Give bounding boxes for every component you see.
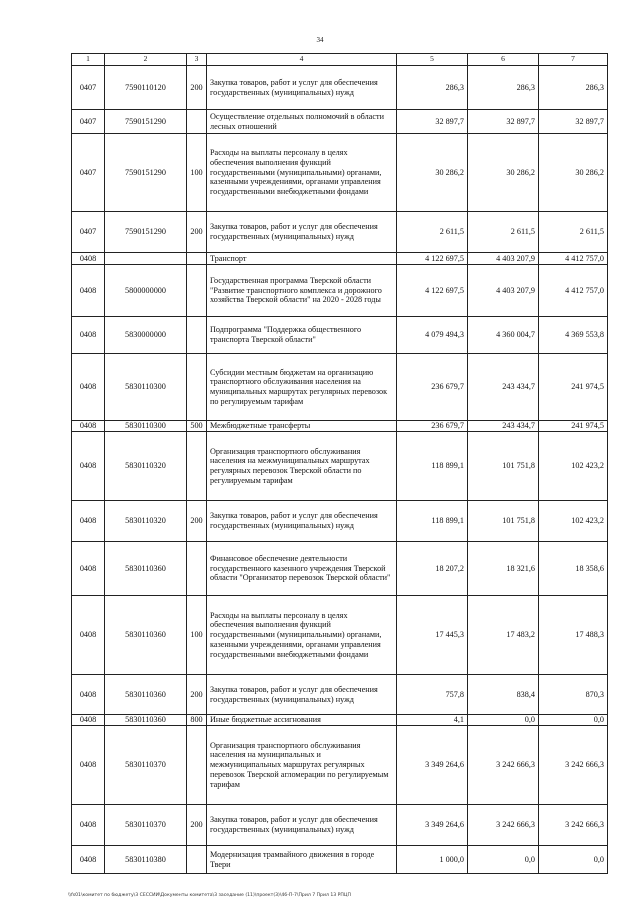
item-name-cell: Государственная программа Тверской области "Развитие транспортного комплекса и дорожного хозяйства Тверской области" на 2020 - 2028 годы <box>207 265 397 317</box>
section-code-cell: 0408 <box>72 317 105 354</box>
column-header: 7 <box>539 54 608 66</box>
section-code-cell: 0408 <box>72 501 105 542</box>
amount-year1-cell: 236 679,7 <box>397 354 468 421</box>
amount-year2-cell: 4 403 207,9 <box>468 265 539 317</box>
section-code-cell: 0407 <box>72 110 105 134</box>
amount-year3-cell: 102 423,2 <box>539 432 608 501</box>
table-row <box>72 66 608 110</box>
column-header: 3 <box>187 54 207 66</box>
amount-year1-cell: 4 079 494,3 <box>397 317 468 354</box>
amount-year3-cell: 18 358,6 <box>539 542 608 596</box>
expense-type-cell <box>187 317 207 354</box>
amount-year3-cell: 286,3 <box>539 66 608 110</box>
item-name-cell: Модернизация трамвайного движения в городе Твери <box>207 846 397 874</box>
item-name-cell: Расходы на выплаты персоналу в целях обеспечения выполнения функций государственными (муниципальными) органами, казенными учреждениями, органами управления государственными внебюджетными фондами <box>207 134 397 212</box>
expense-type-cell <box>187 432 207 501</box>
item-name-cell: Расходы на выплаты персоналу в целях обеспечения выполнения функций государственными (муниципальными) органами, казенными учреждениями, органами управления государственными внебюджетными фондами <box>207 596 397 675</box>
section-code-cell: 0408 <box>72 354 105 421</box>
amount-year2-cell: 838,4 <box>468 675 539 715</box>
amount-year2-cell: 4 360 004,7 <box>468 317 539 354</box>
table-row <box>72 805 608 846</box>
section-code-cell: 0407 <box>72 134 105 212</box>
amount-year1-cell: 3 349 264,6 <box>397 726 468 805</box>
amount-year1-cell: 118 899,1 <box>397 432 468 501</box>
expense-type-cell <box>187 265 207 317</box>
target-article-cell: 5830110300 <box>105 354 187 421</box>
target-article-cell: 5830110320 <box>105 432 187 501</box>
amount-year3-cell: 2 611,5 <box>539 212 608 253</box>
target-article-cell: 5830110370 <box>105 805 187 846</box>
table-row <box>72 110 608 134</box>
expense-type-cell: 200 <box>187 212 207 253</box>
table-row <box>72 846 608 874</box>
amount-year3-cell: 17 488,3 <box>539 596 608 675</box>
amount-year2-cell: 30 286,2 <box>468 134 539 212</box>
expense-type-cell: 800 <box>187 715 207 726</box>
amount-year2-cell: 18 321,6 <box>468 542 539 596</box>
amount-year1-cell: 3 349 264,6 <box>397 805 468 846</box>
amount-year3-cell: 0,0 <box>539 715 608 726</box>
expense-type-cell <box>187 354 207 421</box>
column-header: 1 <box>72 54 105 66</box>
amount-year1-cell: 17 445,3 <box>397 596 468 675</box>
section-code-cell: 0408 <box>72 675 105 715</box>
amount-year3-cell: 4 369 553,8 <box>539 317 608 354</box>
section-code-cell: 0408 <box>72 846 105 874</box>
expense-type-cell: 100 <box>187 134 207 212</box>
table-row <box>72 421 608 432</box>
item-name-cell: Осуществление отдельных полномочий в области лесных отношений <box>207 110 397 134</box>
item-name-cell: Закупка товаров, работ и услуг для обеспечения государственных (муниципальных) нужд <box>207 675 397 715</box>
item-name-cell: Транспорт <box>207 253 397 265</box>
table-row <box>72 432 608 501</box>
expense-type-cell: 100 <box>187 596 207 675</box>
item-name-cell: Закупка товаров, работ и услуг для обеспечения государственных (муниципальных) нужд <box>207 805 397 846</box>
amount-year1-cell: 32 897,7 <box>397 110 468 134</box>
amount-year3-cell: 3 242 666,3 <box>539 726 608 805</box>
amount-year2-cell: 286,3 <box>468 66 539 110</box>
item-name-cell: Подпрограмма "Поддержка общественного транспорта Тверской области" <box>207 317 397 354</box>
table-row <box>72 354 608 421</box>
target-article-cell: 7590110120 <box>105 66 187 110</box>
expense-type-cell <box>187 253 207 265</box>
target-article-cell: 5830110370 <box>105 726 187 805</box>
amount-year3-cell: 30 286,2 <box>539 134 608 212</box>
section-code-cell: 0408 <box>72 253 105 265</box>
table-row <box>72 134 608 212</box>
item-name-cell: Закупка товаров, работ и услуг для обеспечения государственных (муниципальных) нужд <box>207 501 397 542</box>
table-row <box>72 253 608 265</box>
section-code-cell: 0408 <box>72 542 105 596</box>
target-article-cell: 5800000000 <box>105 265 187 317</box>
page-number: 34 <box>316 36 324 44</box>
amount-year1-cell: 30 286,2 <box>397 134 468 212</box>
item-name-cell: Закупка товаров, работ и услуг для обеспечения государственных (муниципальных) нужд <box>207 66 397 110</box>
footer-file-path: \\fs01\комитет по бюджету\3 СЕССИИ\Документы комитета\3 заседание (11)\проект(3)\46-П-7\Прил 7 Прил 13 РПЦП <box>68 893 351 898</box>
section-code-cell: 0408 <box>72 726 105 805</box>
expense-type-cell: 500 <box>187 421 207 432</box>
item-name-cell: Организация транспортного обслуживания населения на муниципальных и межмуниципальных маршрутах регулярных перевозок Тверской агломерации по регулируемым тарифам <box>207 726 397 805</box>
amount-year3-cell: 3 242 666,3 <box>539 805 608 846</box>
column-header: 4 <box>207 54 397 66</box>
header-row <box>72 54 608 66</box>
table-row <box>72 726 608 805</box>
item-name-cell: Иные бюджетные ассигнования <box>207 715 397 726</box>
amount-year1-cell: 4,1 <box>397 715 468 726</box>
table-body <box>72 66 608 874</box>
section-code-cell: 0408 <box>72 715 105 726</box>
item-name-cell: Финансовое обеспечение деятельности государственного казенного учреждения Тверской области "Организатор перевозок Тверской области" <box>207 542 397 596</box>
amount-year3-cell: 102 423,2 <box>539 501 608 542</box>
target-article-cell: 5830110360 <box>105 715 187 726</box>
amount-year2-cell: 4 403 207,9 <box>468 253 539 265</box>
target-article-cell: 5830110360 <box>105 675 187 715</box>
amount-year2-cell: 3 242 666,3 <box>468 805 539 846</box>
table-row <box>72 265 608 317</box>
table-row <box>72 596 608 675</box>
amount-year1-cell: 18 207,2 <box>397 542 468 596</box>
amount-year1-cell: 236 679,7 <box>397 421 468 432</box>
expense-type-cell: 200 <box>187 675 207 715</box>
target-article-cell: 5830000000 <box>105 317 187 354</box>
amount-year3-cell: 241 974,5 <box>539 354 608 421</box>
target-article-cell: 5830110360 <box>105 596 187 675</box>
amount-year1-cell: 1 000,0 <box>397 846 468 874</box>
expense-type-cell <box>187 110 207 134</box>
target-article-cell: 7590151290 <box>105 134 187 212</box>
table-row <box>72 542 608 596</box>
amount-year1-cell: 757,8 <box>397 675 468 715</box>
section-code-cell: 0407 <box>72 66 105 110</box>
table-row <box>72 675 608 715</box>
item-name-cell: Субсидии местным бюджетам на организацию транспортного обслуживания населения на муниципальных маршрутах регулярных перевозок по регулируемым тарифам <box>207 354 397 421</box>
amount-year3-cell: 870,3 <box>539 675 608 715</box>
section-code-cell: 0408 <box>72 421 105 432</box>
amount-year3-cell: 32 897,7 <box>539 110 608 134</box>
section-code-cell: 0408 <box>72 805 105 846</box>
expense-type-cell: 200 <box>187 805 207 846</box>
budget-table <box>71 53 608 874</box>
target-article-cell: 5830110360 <box>105 542 187 596</box>
column-header: 2 <box>105 54 187 66</box>
amount-year2-cell: 3 242 666,3 <box>468 726 539 805</box>
amount-year1-cell: 286,3 <box>397 66 468 110</box>
table-row <box>72 317 608 354</box>
target-article-cell: 5830110300 <box>105 421 187 432</box>
column-header: 5 <box>397 54 468 66</box>
amount-year1-cell: 4 122 697,5 <box>397 265 468 317</box>
amount-year2-cell: 0,0 <box>468 715 539 726</box>
section-code-cell: 0408 <box>72 596 105 675</box>
target-article-cell: 5830110320 <box>105 501 187 542</box>
amount-year3-cell: 0,0 <box>539 846 608 874</box>
expense-type-cell <box>187 726 207 805</box>
amount-year2-cell: 101 751,8 <box>468 501 539 542</box>
amount-year3-cell: 241 974,5 <box>539 421 608 432</box>
amount-year2-cell: 0,0 <box>468 846 539 874</box>
expense-type-cell <box>187 846 207 874</box>
amount-year2-cell: 32 897,7 <box>468 110 539 134</box>
target-article-cell: 5830110380 <box>105 846 187 874</box>
expense-type-cell: 200 <box>187 501 207 542</box>
table-row <box>72 212 608 253</box>
section-code-cell: 0408 <box>72 265 105 317</box>
section-code-cell: 0407 <box>72 212 105 253</box>
amount-year2-cell: 243 434,7 <box>468 354 539 421</box>
amount-year2-cell: 243 434,7 <box>468 421 539 432</box>
target-article-cell: 7590151290 <box>105 212 187 253</box>
target-article-cell: 7590151290 <box>105 110 187 134</box>
amount-year1-cell: 4 122 697,5 <box>397 253 468 265</box>
item-name-cell: Организация транспортного обслуживания населения на межмуниципальных маршрутах регулярных перевозок Тверской области по регулируемым тарифам <box>207 432 397 501</box>
amount-year3-cell: 4 412 757,0 <box>539 265 608 317</box>
amount-year2-cell: 2 611,5 <box>468 212 539 253</box>
item-name-cell: Закупка товаров, работ и услуг для обеспечения государственных (муниципальных) нужд <box>207 212 397 253</box>
amount-year1-cell: 2 611,5 <box>397 212 468 253</box>
section-code-cell: 0408 <box>72 432 105 501</box>
column-header: 6 <box>468 54 539 66</box>
amount-year3-cell: 4 412 757,0 <box>539 253 608 265</box>
expense-type-cell <box>187 542 207 596</box>
amount-year2-cell: 17 483,2 <box>468 596 539 675</box>
expense-type-cell: 200 <box>187 66 207 110</box>
table-row <box>72 715 608 726</box>
target-article-cell <box>105 253 187 265</box>
amount-year1-cell: 118 899,1 <box>397 501 468 542</box>
amount-year2-cell: 101 751,8 <box>468 432 539 501</box>
table-row <box>72 501 608 542</box>
item-name-cell: Межбюджетные трансферты <box>207 421 397 432</box>
